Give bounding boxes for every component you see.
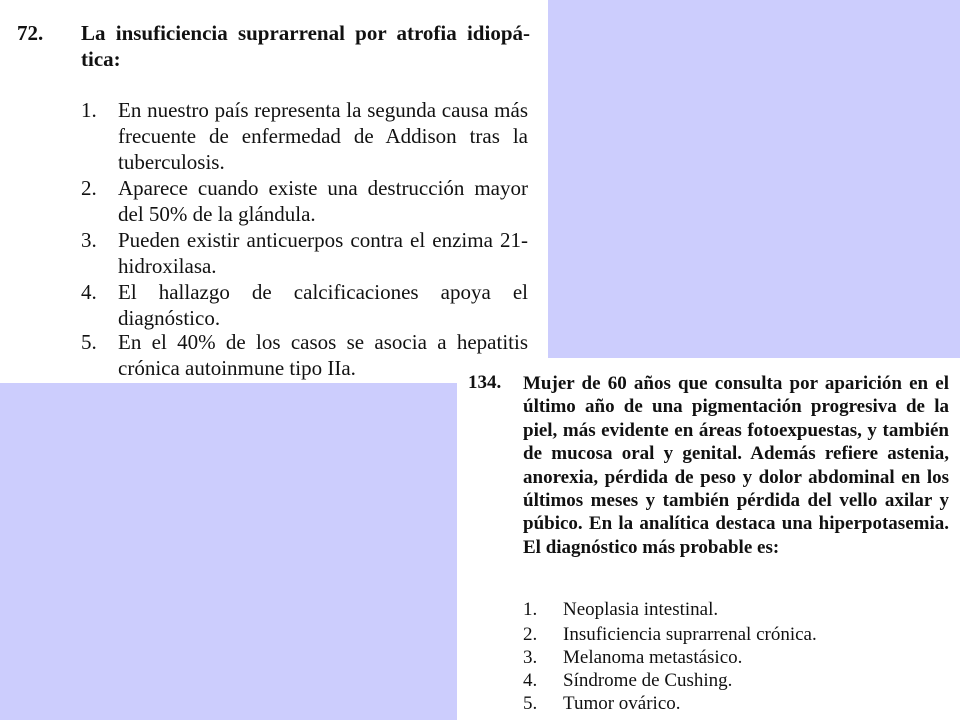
question-stem: Mujer de 60 años que consulta por aparición en el último año de una pigmentación progresiva de la piel, más evidente en áreas fotoexpuestas, y también de mucosa oral y genital. Además refiere astenia, anorexia, pérdida de peso y dolor abdominal en los últimos meses y también pérdida del vello axilar y púbico. En la analítica destaca una hiperpotasemia. El diagnóstico más probable es: xyxy=(523,373,949,558)
option-number: 4. xyxy=(523,670,538,691)
question-72-panel xyxy=(0,0,548,383)
option-number: 1. xyxy=(81,98,97,122)
option-number: 2. xyxy=(523,624,538,645)
question-number: 134. xyxy=(468,372,502,393)
option-number: 3. xyxy=(523,647,538,668)
question-stem: La insuficiencia suprarrenal por atrofia idiopá-tica: xyxy=(81,21,530,71)
option-text: En el 40% de los casos se asocia a hepatitis crónica autoinmune tipo IIa. xyxy=(118,330,528,380)
option-number: 3. xyxy=(81,228,97,252)
option-text: Tumor ovárico. xyxy=(563,693,681,714)
option-number: 1. xyxy=(523,599,538,620)
option-number: 5. xyxy=(523,693,538,714)
option-text: En nuestro país representa la segunda causa más frecuente de enfermedad de Addison tras la tuberculosis. xyxy=(118,98,528,174)
option-text: Insuficiencia suprarrenal crónica. xyxy=(563,624,817,645)
option-number: 2. xyxy=(81,176,97,200)
option-text: Neoplasia intestinal. xyxy=(563,599,719,620)
option-text: Pueden existir anticuerpos contra el enzima 21-hidroxilasa. xyxy=(118,228,528,278)
option-text: Síndrome de Cushing. xyxy=(563,670,733,691)
option-text: El hallazgo de calcificaciones apoya el diagnóstico. xyxy=(118,280,528,330)
option-text: Melanoma metastásico. xyxy=(563,647,743,668)
option-number: 5. xyxy=(81,330,97,354)
option-number: 4. xyxy=(81,280,97,304)
question-number: 72. xyxy=(17,21,44,45)
option-text: Aparece cuando existe una destrucción mayor del 50% de la glándula. xyxy=(118,176,528,226)
question-134-panel xyxy=(457,358,960,720)
